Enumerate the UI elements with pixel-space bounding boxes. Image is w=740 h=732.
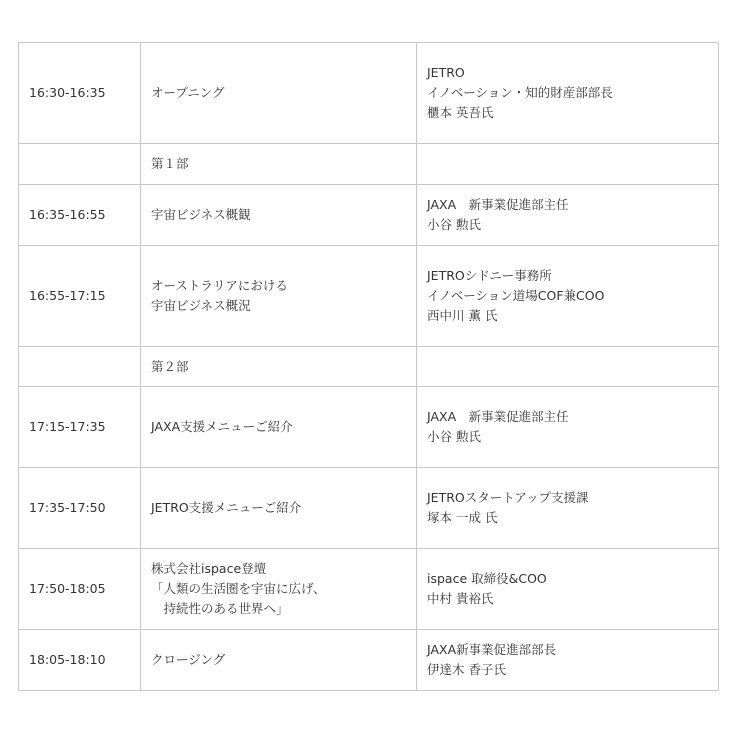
title-line: 宇宙ビジネス概観 [151,207,251,222]
title-line: 宇宙ビジネス概況 [151,298,251,313]
speaker-cell [417,246,719,347]
speaker-cell [417,144,719,185]
speaker-org: JETROスタートアップ支援課 [427,490,589,505]
title-cell [141,43,417,144]
speaker-cell [417,549,719,630]
table-row [19,387,719,468]
table-row [19,246,719,347]
time-cell [19,347,141,387]
title-cell [141,549,417,630]
speaker-name: 中村 貴裕氏 [427,591,494,606]
title-line: 株式会社ispace登壇 [151,561,267,576]
program-table [18,42,719,691]
time-cell: 16:30-16:35 [19,43,141,144]
section-row [19,347,719,387]
speaker-name: 小谷 勲氏 [427,217,481,232]
speaker-role: JAXA 新事業促進部主任 [427,197,569,212]
time-cell: 18:05-18:10 [19,630,141,691]
speaker-name: 伊達木 香子氏 [427,662,506,677]
table-row [19,549,719,630]
title-cell [141,468,417,549]
title-line: クロージング [151,652,226,667]
section-title: 第１部 [151,156,189,171]
section-title: 第２部 [151,358,189,374]
time-cell [19,144,141,185]
table-row [19,185,719,246]
time-cell: 16:55-17:15 [19,246,141,347]
title-cell [141,630,417,691]
time-cell: 17:50-18:05 [19,549,141,630]
table-row [19,630,719,691]
speaker-org: JETROシドニー事務所 [427,268,552,283]
speaker-role: JAXA 新事業促進部主任 [427,409,569,424]
speaker-name: 櫃本 英吾氏 [427,105,494,120]
speaker-cell [417,43,719,144]
speaker-role: JAXA新事業促進部部長 [427,642,557,657]
speaker-role: ispace 取締役&COO [427,571,547,586]
speaker-cell [417,468,719,549]
title-line: JETRO支援メニューご紹介 [151,500,302,515]
speaker-name: 小谷 勲氏 [427,429,481,444]
speaker-role: イノベーション・知的財産部部長 [427,85,613,100]
speaker-name: 塚本 一成 氏 [427,510,498,525]
title-cell [141,387,417,468]
title-line: 持続性のある世界へ」 [163,601,289,616]
table-row [19,43,719,144]
time-cell: 16:35-16:55 [19,185,141,246]
speaker-org: JETRO [427,65,465,80]
speaker-cell [417,185,719,246]
time-cell: 17:35-17:50 [19,468,141,549]
title-cell [141,185,417,246]
title-line: オープニング [151,85,225,100]
time-cell: 17:15-17:35 [19,387,141,468]
speaker-cell [417,630,719,691]
speaker-role: イノベーション道場COF兼COO [427,288,605,303]
speaker-cell [417,387,719,468]
title-line: オーストラリアにおける [151,278,288,293]
section-title-cell [141,144,417,185]
title-line: 「人類の生活圏を宇宙に広げ、 [151,581,326,596]
section-row [19,144,719,185]
table-row [19,468,719,549]
speaker-cell [417,347,719,387]
speaker-name: 西中川 薫 氏 [427,308,498,323]
title-cell [141,246,417,347]
title-line: JAXA支援メニューご紹介 [151,419,293,434]
section-title-cell [141,347,417,387]
